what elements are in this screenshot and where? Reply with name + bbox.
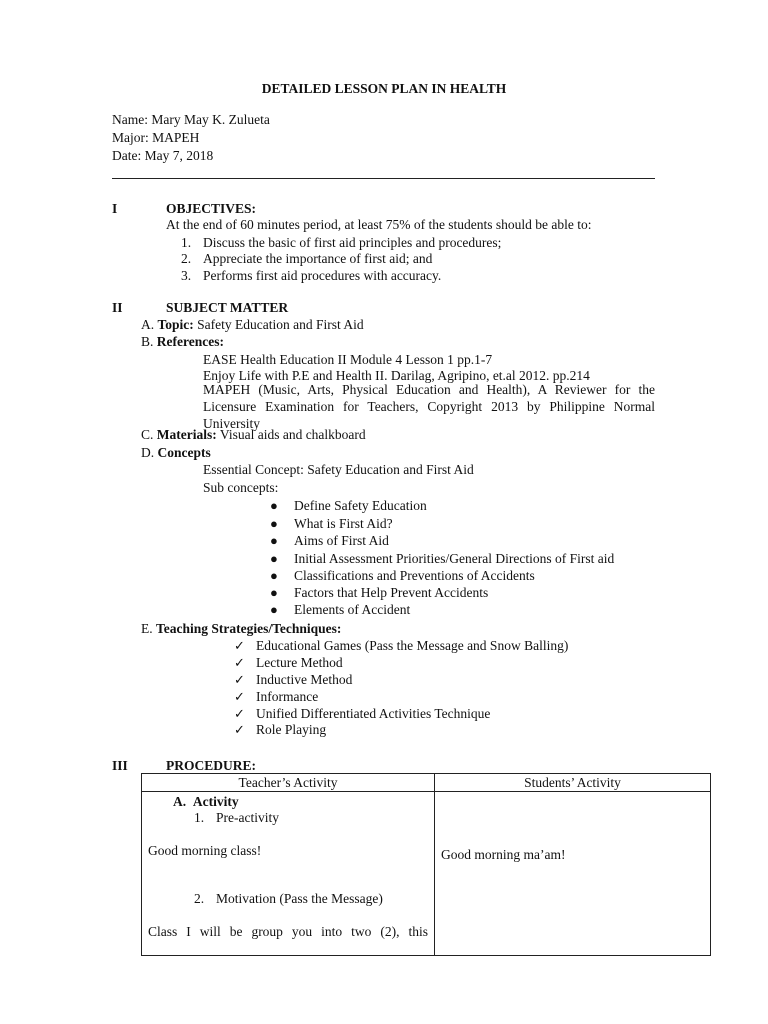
topic-line: A. Topic: Safety Education and First Aid bbox=[141, 317, 364, 332]
section-numeral-subject-matter: II bbox=[112, 300, 123, 315]
reference-item: Enjoy Life with P.E and Health II. Darilag, Agripino, et.al 2012. pp.214 bbox=[203, 368, 590, 383]
teacher-activity-header: Teacher’s Activity bbox=[142, 774, 435, 792]
objective-item: 1. Discuss the basic of first aid principles and procedures; bbox=[181, 235, 502, 250]
strategy-item: Inductive Method bbox=[256, 672, 353, 687]
bullet-icon: ● bbox=[270, 551, 278, 566]
objective-item: 2. Appreciate the importance of first aid; and bbox=[181, 251, 433, 266]
procedure-table bbox=[141, 773, 711, 956]
pre-activity-item: 1. Pre-activity bbox=[194, 810, 279, 825]
checkmark-icon: ✓ bbox=[234, 672, 245, 687]
checkmark-icon: ✓ bbox=[234, 655, 245, 670]
checkmark-icon: ✓ bbox=[234, 722, 245, 737]
checkmark-icon: ✓ bbox=[234, 638, 245, 653]
strategy-item: Informance bbox=[256, 689, 319, 704]
bullet-icon: ● bbox=[270, 498, 278, 513]
bullet-icon: ● bbox=[270, 516, 278, 531]
teacher-greeting: Good morning class! bbox=[148, 843, 262, 858]
bullet-icon: ● bbox=[270, 533, 278, 548]
sub-concept-item: Factors that Help Prevent Accidents bbox=[294, 585, 489, 600]
sub-concept-item: Aims of First Aid bbox=[294, 533, 389, 548]
strategy-item: Unified Differentiated Activities Technique bbox=[256, 706, 491, 721]
concepts-label: D. Concepts bbox=[141, 445, 211, 460]
sub-concept-item: Classifications and Preventions of Accidents bbox=[294, 568, 535, 583]
bullet-icon: ● bbox=[270, 568, 278, 583]
teacher-instruction: Class I will be group you into two (2), this bbox=[148, 924, 428, 939]
checkmark-icon: ✓ bbox=[234, 706, 245, 721]
table-row bbox=[142, 792, 711, 956]
teacher-activity-cell bbox=[142, 792, 435, 956]
strategies-label: E. Teaching Strategies/Techniques: bbox=[141, 621, 342, 636]
name-line: Name: Mary May K. Zulueta bbox=[112, 112, 270, 127]
student-greeting: Good morning ma’am! bbox=[441, 847, 566, 862]
objective-item: 3. Performs first aid procedures with accuracy. bbox=[181, 268, 442, 283]
bullet-icon: ● bbox=[270, 585, 278, 600]
reference-item: MAPEH (Music, Arts, Physical Education and Health), A Reviewer for the Licensure Examination for Teachers, Copyright 2013 by Philippine Normal University bbox=[203, 382, 655, 431]
date-line: Date: May 7, 2018 bbox=[112, 148, 214, 163]
objectives-heading: OBJECTIVES: bbox=[166, 201, 257, 216]
strategy-item: Educational Games (Pass the Message and Snow Balling) bbox=[256, 638, 569, 653]
reference-item: EASE Health Education II Module 4 Lesson 1 pp.1-7 bbox=[203, 352, 493, 367]
sub-concept-item: Initial Assessment Priorities/General Directions of First aid bbox=[294, 551, 615, 566]
students-activity-header: Students’ Activity bbox=[435, 774, 711, 792]
references-label: B. References: bbox=[141, 334, 224, 349]
checkmark-icon: ✓ bbox=[234, 689, 245, 704]
procedure-heading: PROCEDURE: bbox=[166, 758, 256, 773]
sub-concepts-label: Sub concepts: bbox=[203, 480, 279, 495]
subject-matter-heading: SUBJECT MATTER bbox=[166, 300, 289, 315]
document-title: DETAILED LESSON PLAN IN HEALTH bbox=[261, 81, 507, 96]
strategy-item: Role Playing bbox=[256, 722, 327, 737]
objectives-intro: At the end of 60 minutes period, at least 75% of the students should be able to: bbox=[166, 217, 592, 232]
bullet-icon: ● bbox=[270, 602, 278, 617]
sub-concept-item: Define Safety Education bbox=[294, 498, 427, 513]
section-numeral-procedure: III bbox=[112, 758, 128, 773]
header-divider bbox=[112, 178, 655, 179]
table-header-row bbox=[142, 774, 711, 792]
motivation-item: 2. Motivation (Pass the Message) bbox=[194, 891, 383, 906]
materials-line: C. Materials: Visual aids and chalkboard bbox=[141, 427, 366, 442]
students-activity-cell bbox=[435, 792, 711, 956]
major-line: Major: MAPEH bbox=[112, 130, 200, 145]
strategy-item: Lecture Method bbox=[256, 655, 343, 670]
sub-concept-item: What is First Aid? bbox=[294, 516, 393, 531]
section-numeral-objectives: I bbox=[112, 201, 118, 216]
sub-concept-item: Elements of Accident bbox=[294, 602, 411, 617]
activity-label: A. Activity bbox=[173, 794, 239, 809]
essential-concept: Essential Concept: Safety Education and First Aid bbox=[203, 462, 474, 477]
